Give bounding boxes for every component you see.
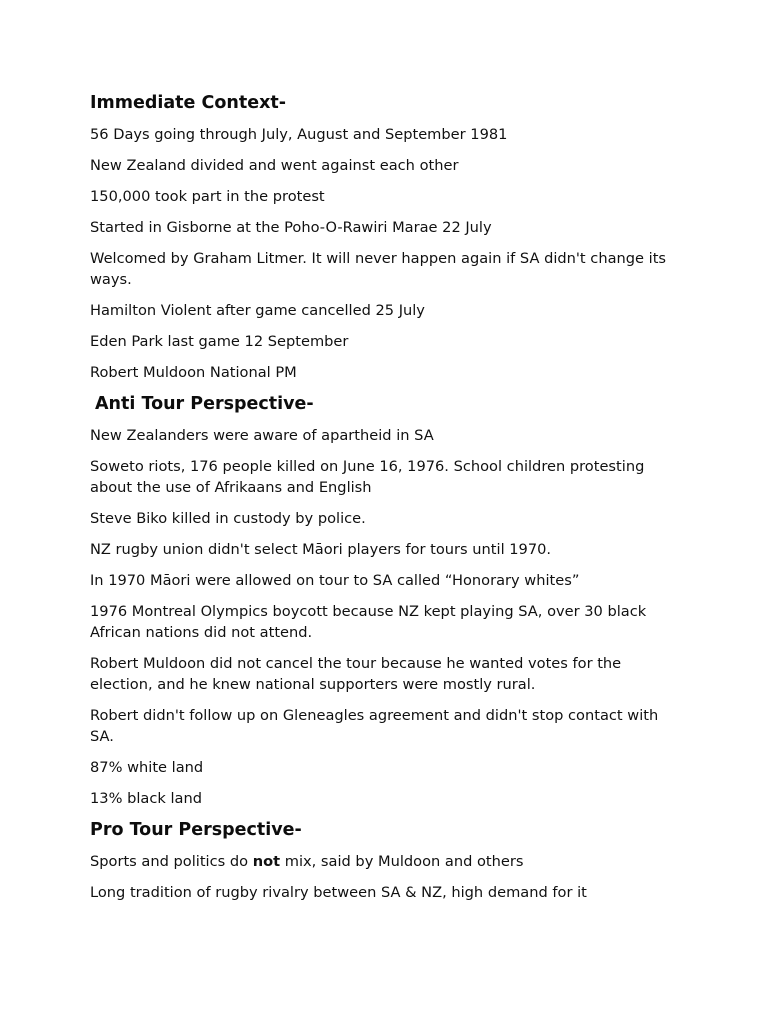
paragraph: New Zealanders were aware of apartheid in SA xyxy=(90,427,434,444)
paragraph: 56 Days going through July, August and September 1981 xyxy=(90,126,508,143)
section-heading: Anti Tour Perspective- xyxy=(95,394,314,414)
paragraph: 150,000 took part in the protest xyxy=(90,188,325,205)
paragraph: Welcomed by Graham Litmer. It will never happen again if SA didn't change its ways. xyxy=(90,250,667,288)
paragraph: Hamilton Violent after game cancelled 25 July xyxy=(90,302,425,319)
paragraph: Eden Park last game 12 September xyxy=(90,333,349,350)
bold-text-run: not xyxy=(252,853,281,870)
paragraph: 87% white land xyxy=(90,759,204,776)
paragraph: Robert didn't follow up on Gleneagles agreement and didn't stop contact with SA. xyxy=(90,707,659,745)
paragraph: Started in Gisborne at the Poho-O-Rawiri Marae 22 July xyxy=(90,219,492,236)
section-pro-tour xyxy=(90,819,680,903)
paragraph: Robert Muldoon did not cancel the tour because he wanted votes for the election, and he knew national supporters were mostly rural. xyxy=(90,655,622,693)
paragraph: 1976 Montreal Olympics boycott because NZ kept playing SA, over 30 black African nations did not attend. xyxy=(90,603,647,641)
section-immediate-context xyxy=(90,92,680,383)
section-anti-tour xyxy=(90,393,680,809)
paragraph: Soweto riots, 176 people killed on June 16, 1976. School children protesting about the use of Afrikaans and English xyxy=(90,458,645,496)
paragraph: Robert Muldoon National PM xyxy=(90,364,297,381)
section-heading: Immediate Context- xyxy=(90,93,286,113)
section-heading: Pro Tour Perspective- xyxy=(90,820,302,840)
paragraph: Steve Biko killed in custody by police. xyxy=(90,510,366,527)
paragraph: 13% black land xyxy=(90,790,202,807)
paragraph-mixed xyxy=(90,851,680,872)
document-page xyxy=(90,92,680,913)
text-run: mix, said by Muldoon and others xyxy=(280,853,524,870)
paragraph: NZ rugby union didn't select Māori players for tours until 1970. xyxy=(90,541,552,558)
paragraph: Long tradition of rugby rivalry between SA & NZ, high demand for it xyxy=(90,884,587,901)
paragraph: New Zealand divided and went against each other xyxy=(90,157,459,174)
paragraph: In 1970 Māori were allowed on tour to SA called “Honorary whites” xyxy=(90,572,580,589)
text-run: Sports and politics do xyxy=(90,853,253,870)
